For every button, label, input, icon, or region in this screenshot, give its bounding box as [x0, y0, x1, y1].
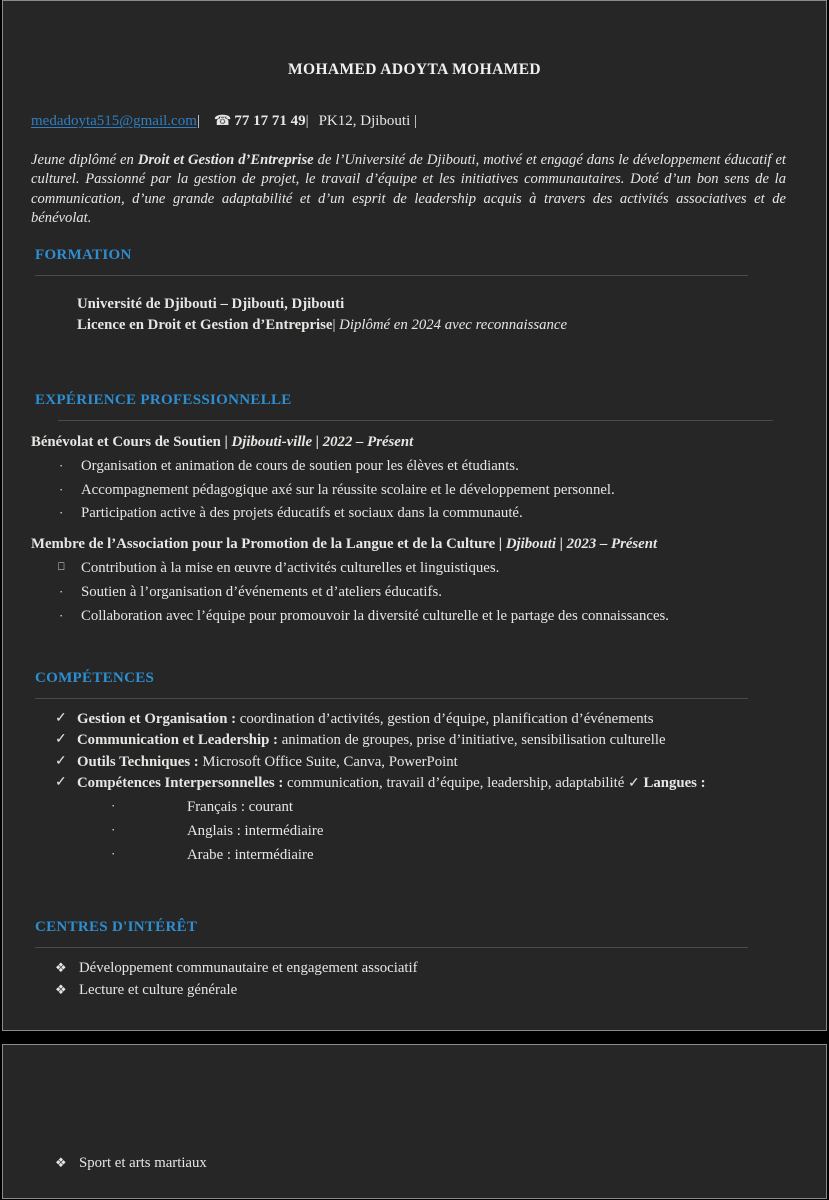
list-item-text: Contribution à la mise en œuvre d’activités culturelles et linguistiques. — [81, 560, 500, 577]
bullet-dot-icon: · — [59, 607, 64, 623]
job-heading — [31, 433, 798, 452]
document-page-1 — [2, 0, 827, 1031]
list-item-text: Lecture et culture générale — [79, 982, 238, 999]
bullet-dot-icon: · — [111, 822, 116, 838]
contact-separator-2: | — [305, 113, 309, 129]
list-item — [31, 458, 798, 476]
page-title: MOHAMED ADOYTA MOHAMED — [287, 61, 542, 78]
section-divider-formation — [35, 275, 748, 276]
list-item — [31, 505, 798, 523]
check-icon: ✓ — [55, 732, 67, 748]
section-experience — [31, 392, 798, 626]
formation-entry — [77, 294, 798, 336]
page-break-gap — [0, 1031, 829, 1044]
section-competences — [31, 670, 798, 868]
competence-value: communication, travail d’équipe, leadership, adaptabilité — [283, 774, 629, 791]
list-item — [31, 796, 798, 820]
formation-separator: | — [332, 316, 336, 333]
list-item-text: Français : courant — [187, 799, 294, 816]
list-item — [31, 560, 798, 578]
competence-value: Microsoft Office Suite, Canva, PowerPoint — [198, 753, 458, 770]
experience-entry — [31, 433, 798, 523]
list-item-text: Collaboration avec l’équipe pour promouvoir la diversité culturelle et le partage des connaissances. — [81, 607, 669, 624]
check-icon: ✓ — [55, 710, 67, 726]
experience-entry — [31, 535, 798, 625]
competence-label: Gestion et Organisation : — [77, 710, 237, 727]
summary-part-2: de l’Université de Djibouti, motivé et engagé dans le développement éducatif et culturel. Passionné par la gestion de projet, le travail d’équipe et les initiatives communautaires. Doté d’un bon sens de la communication, d’une grande adaptabilité et d’un esprit de leadership acquis à travers des activités associatives et de bénévolat. — [31, 152, 786, 227]
diamond-bullet-icon: ❖ — [55, 960, 67, 976]
phone-number: 77 17 71 49 — [234, 113, 306, 129]
list-item — [31, 608, 798, 626]
address-text: PK12, Djibouti | — [318, 113, 418, 129]
section-interests — [31, 919, 798, 1002]
languages-label: Langues : — [639, 774, 706, 791]
job-heading — [31, 535, 798, 554]
bullet-dot-icon: · — [111, 845, 116, 861]
bullet-dot-icon: · — [59, 481, 64, 497]
list-item-text: Soutien à l’organisation d’événements et d’ateliers éducatifs. — [81, 584, 442, 601]
phone-icon: ☎ — [213, 114, 232, 129]
list-item-text: Développement communautaire et engagement associatif — [79, 960, 418, 977]
list-item-text: Organisation et animation de cours de soutien pour les élèves et étudiants. — [81, 457, 519, 474]
diamond-bullet-icon: ❖ — [55, 982, 67, 998]
section-title-experience: EXPÉRIENCE PROFESSIONNELLE — [35, 391, 292, 408]
list-item — [31, 730, 798, 751]
competence-value: coordination d’activités, gestion d’équipe, planification d’événements — [236, 710, 654, 727]
check-icon: ✓ — [55, 753, 67, 769]
section-formation — [31, 247, 798, 336]
summary-part-1: Jeune diplômé en — [31, 152, 138, 168]
list-item — [31, 773, 798, 794]
inline-check-icon: ✓ — [628, 775, 640, 791]
list-item — [31, 820, 798, 844]
job-bullet-list — [31, 458, 798, 523]
section-divider-competences — [35, 698, 748, 699]
languages-list — [31, 796, 798, 867]
competence-label: Communication et Leadership : — [77, 732, 278, 749]
list-item-text: Anglais : intermédiaire — [187, 823, 324, 840]
check-icon: ✓ — [55, 774, 67, 790]
competence-value: animation de groupes, prise d’initiative, sensibilisation culturelle — [278, 732, 666, 749]
list-item — [31, 844, 798, 868]
formation-degree: Licence en Droit et Gestion d’Entreprise — [77, 316, 333, 333]
job-meta: | Djibouti-ville | 2022 – Présent — [224, 433, 414, 450]
list-item — [31, 958, 798, 980]
job-role: Bénévolat et Cours de Soutien — [31, 433, 225, 450]
formation-note: Diplômé en 2024 avec reconnaissance — [335, 316, 568, 333]
competence-label: Compétences Interpersonnelles : — [77, 774, 284, 791]
list-item-text: Arabe : intermédiaire — [187, 846, 314, 863]
list-item-text: Participation active à des projets éducatifs et sociaux dans la communauté. — [81, 505, 523, 522]
list-item — [31, 709, 798, 730]
contact-line — [31, 113, 798, 130]
interests-list-continued — [31, 1153, 798, 1175]
list-item — [31, 482, 798, 500]
section-title-formation: FORMATION — [35, 246, 132, 263]
list-item — [31, 980, 798, 1002]
job-role: Membre de l’Association pour la Promotion de la Langue et de la Culture — [31, 536, 499, 553]
section-title-interests: CENTRES D'INTÉRÊT — [35, 919, 198, 936]
list-item-text: Accompagnement pédagogique axé sur la réussite scolaire et le développement personnel. — [81, 481, 615, 498]
bullet-dot-icon: · — [111, 798, 116, 814]
summary-bold-phrase: Droit et Gestion d’Entreprise — [137, 152, 314, 168]
bullet-dot-icon: · — [59, 457, 64, 473]
formation-degree-line — [77, 315, 798, 336]
section-divider-experience — [58, 420, 773, 421]
job-meta: | Djibouti | 2023 – Présent — [498, 536, 658, 553]
profile-summary — [31, 151, 798, 229]
competence-label: Outils Techniques : — [77, 753, 199, 770]
section-divider-interests — [35, 947, 748, 948]
email-link[interactable]: medadoyta515@gmail.com — [31, 113, 197, 129]
formation-school: Université de Djibouti – Djibouti, Djibouti — [77, 295, 345, 312]
bullet-missing-glyph-icon: ⎕ — [58, 561, 65, 574]
diamond-bullet-icon: ❖ — [55, 1155, 67, 1170]
bullet-dot-icon: · — [59, 505, 64, 521]
interests-list — [31, 958, 798, 1002]
bullet-dot-icon: · — [59, 584, 64, 600]
list-item — [31, 584, 798, 602]
job-bullet-list — [31, 560, 798, 625]
section-title-competences: COMPÉTENCES — [35, 669, 155, 686]
contact-separator-1: | — [196, 113, 200, 129]
list-item-text: Sport et arts martiaux — [79, 1155, 207, 1171]
list-item — [31, 1153, 798, 1175]
list-item — [31, 752, 798, 773]
competences-list — [31, 709, 798, 795]
document-page-2 — [2, 1044, 827, 1199]
